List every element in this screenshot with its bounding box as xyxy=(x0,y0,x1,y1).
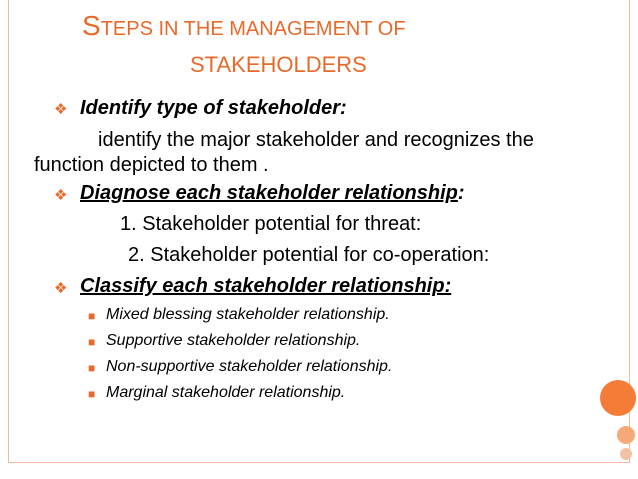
title-line1-rest: TEPS IN THE MANAGEMENT OF xyxy=(100,18,406,40)
slide-title-line1 xyxy=(82,10,406,42)
title-initial: S xyxy=(82,10,101,41)
sub-bullet-icon: ■ xyxy=(88,335,96,349)
sub-item: Non-supportive stakeholder relationship. xyxy=(106,358,393,375)
sub-bullet-icon: ■ xyxy=(88,309,96,323)
item1-body-line2: function depicted to them . xyxy=(34,154,269,176)
sub-item: Marginal stakeholder relationship. xyxy=(106,384,346,401)
sub-bullet-icon: ■ xyxy=(88,387,96,401)
bullet-icon: ❖ xyxy=(54,187,68,204)
slide-title-line2: STAKEHOLDERS xyxy=(190,52,367,77)
item2-heading xyxy=(80,181,465,206)
item2-heading-colon: : xyxy=(457,182,465,204)
decor-circle-medium xyxy=(617,426,635,444)
slide-border-left xyxy=(8,0,9,462)
slide-border-bottom xyxy=(8,462,630,463)
item3-heading: Classify each stakeholder relationship: xyxy=(80,275,452,297)
item2-point2: 2. Stakeholder potential for co-operation: xyxy=(128,244,490,266)
item2-heading-text: Diagnose each stakeholder relationship xyxy=(80,182,458,204)
sub-item: Mixed blessing stakeholder relationship. xyxy=(106,306,390,323)
bullet-icon: ❖ xyxy=(54,101,68,118)
decor-circle-large xyxy=(600,380,636,416)
item2-point1: 1. Stakeholder potential for threat: xyxy=(120,213,422,235)
item1-heading: Identify type of stakeholder: xyxy=(80,97,347,119)
sub-bullet-icon: ■ xyxy=(88,361,96,375)
bullet-icon: ❖ xyxy=(54,280,68,297)
item1-body-line1: identify the major stakeholder and recognizes the xyxy=(98,129,534,151)
sub-item: Supportive stakeholder relationship. xyxy=(106,332,361,349)
decor-circle-small xyxy=(620,448,632,460)
